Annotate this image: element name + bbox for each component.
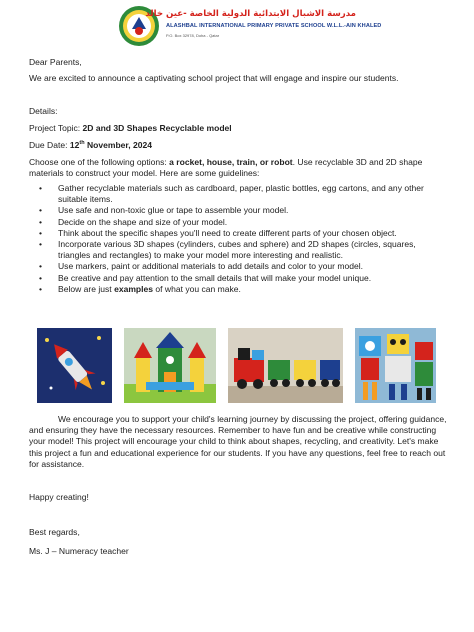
school-header xyxy=(118,5,382,49)
signature: Ms. J – Numeracy teacher xyxy=(29,546,129,556)
guidelines-list xyxy=(29,183,449,295)
list-item: • Incorporate various 3D shapes (cylinders, cubes and sphere) and 2D shapes (circles, squares, triangles and rectangles) to make your model more interesting and realistic. xyxy=(29,239,449,261)
details-label: Details: xyxy=(29,106,58,116)
due-date-value: 12th November, 2024 xyxy=(69,140,153,150)
project-topic-value: 2D and 3D Shapes Recyclable model xyxy=(82,123,232,133)
school-name-english: ALASHBAL INTERNATIONAL PRIMARY PRIVATE SCHOOL W.L.L.-AIN KHALED xyxy=(166,23,382,29)
intro-paragraph: We are excited to announce a captivating school project that will engage and inspire our students. xyxy=(29,73,399,83)
list-item: • Decide on the shape and size of your model. xyxy=(29,217,449,228)
robot-model-photo xyxy=(355,328,436,403)
list-item: • Use markers, paint or additional materials to add details and color to your model. xyxy=(29,261,449,272)
train-model-photo xyxy=(228,328,343,403)
school-name-arabic: مدرسة الاشبال الابتدائية الدولية الخاصة -عين خالد xyxy=(145,9,356,19)
project-topic: Project Topic: 2D and 3D Shapes Recyclable model xyxy=(29,123,232,133)
list-item: • Gather recyclable materials such as cardboard, paper, plastic bottles, egg cartons, and any other suitable items. xyxy=(29,183,449,205)
list-item: • Think about the specific shapes you'll need to create different parts of your chosen object. xyxy=(29,228,449,239)
list-item: • Use safe and non-toxic glue or tape to assemble your model. xyxy=(29,205,449,216)
school-address: P.O. Box 32978, Doha - Qatar xyxy=(166,33,220,38)
rocket-model-photo xyxy=(37,328,112,403)
house-model-photo xyxy=(124,328,216,403)
best-regards: Best regards, xyxy=(29,527,80,537)
happy-creating: Happy creating! xyxy=(29,492,89,502)
closing-paragraph: We encourage you to support your child's learning journey by discussing the project, offering guidance, and ensuring they have the necessary resources. Remember to have fun and be creative while constructing your model! This project will encourage your child to think about shapes, recycling, and creativity. Let's make this project a fun and educational experience for our students. If you have any questions, feel free to reach out for assistance. xyxy=(29,414,447,469)
due-date: Due Date: 12th November, 2024 xyxy=(29,140,153,150)
options-paragraph: Choose one of the following options: a rocket, house, train, or robot. Use recyclable 3D and 2D shape materials to construct your model. Here are some guidelines: xyxy=(29,157,423,179)
list-item: • Below are just examples of what you can make. xyxy=(29,284,449,295)
greeting: Dear Parents, xyxy=(29,57,82,67)
examples-emphasis: examples xyxy=(114,283,154,294)
options-list: a rocket, house, train, or robot xyxy=(169,157,293,167)
list-item: • Be creative and pay attention to the small details that will make your model unique. xyxy=(29,273,449,284)
